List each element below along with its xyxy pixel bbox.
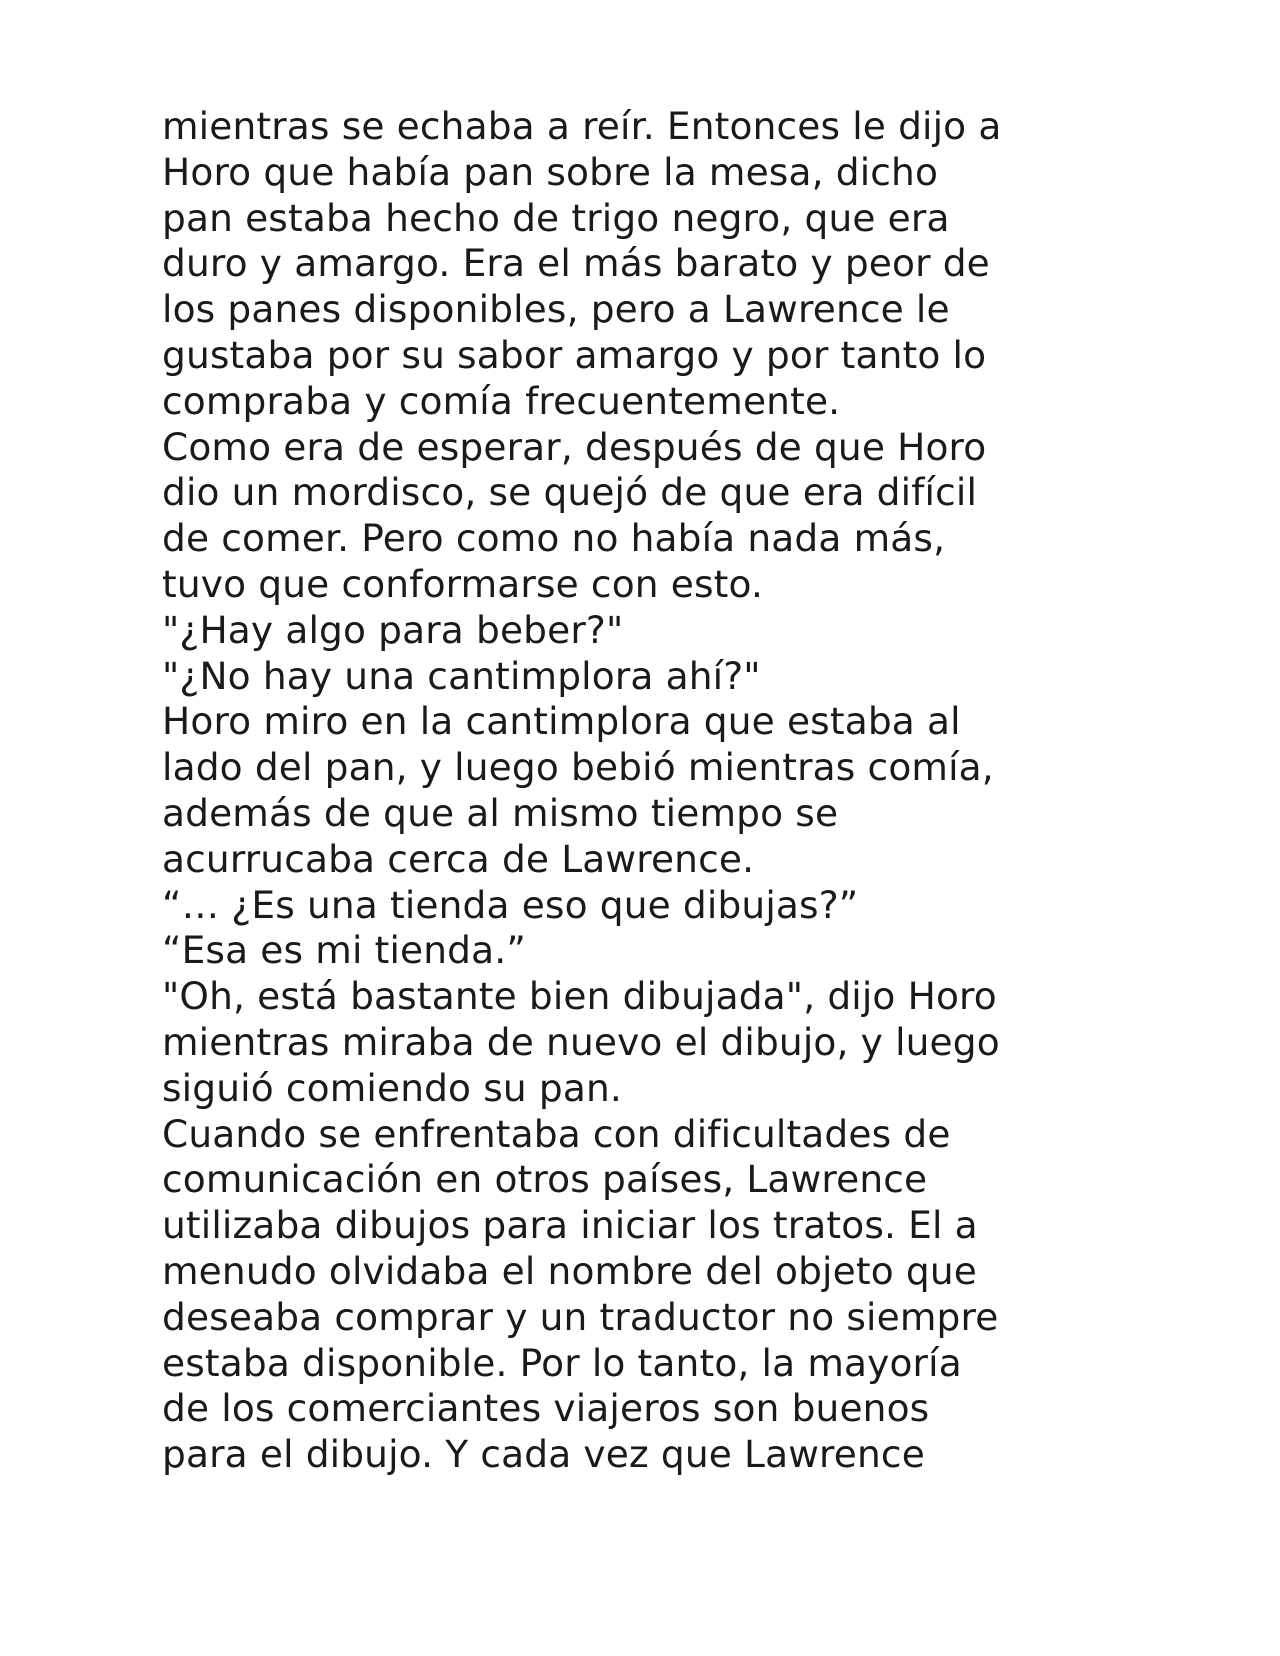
text-line: Cuando se enfrentaba con dificultades de <box>162 1111 951 1156</box>
text-line: “… ¿Es una tienda eso que dibujas?” <box>162 882 859 927</box>
text-line: tuvo que conformarse con esto. <box>162 561 764 606</box>
text-line: comunicación en otros países, Lawrence <box>162 1157 928 1202</box>
text-line: los panes disponibles, pero a Lawrence le <box>162 287 950 332</box>
text-line: "¿Hay algo para beber?" <box>162 607 624 652</box>
text-line: mientras se echaba a reír. Entonces le dijo a <box>162 104 1002 148</box>
text-line: menudo olvidaba el nombre del objeto que <box>162 1248 977 1293</box>
text-line: lado del pan, y luego bebió mientras comía, <box>162 745 994 790</box>
text-line: utilizaba dibujos para iniciar los tratos. El a <box>162 1203 978 1248</box>
text-line: "Oh, está bastante bien dibujada", dijo Horo <box>162 974 997 1019</box>
text-line: de los comerciantes viajeros son buenos <box>162 1386 930 1431</box>
document-page <box>162 104 1022 1478</box>
text-line: duro y amargo. Era el más barato y peor de <box>162 241 990 286</box>
text-line: siguió comiendo su pan. <box>162 1065 622 1110</box>
text-line: Horo miro en la cantimplora que estaba al <box>162 699 961 744</box>
text-line: acurrucaba cerca de Lawrence. <box>162 836 755 881</box>
text-line: compraba y comía frecuentemente. <box>162 378 841 423</box>
text-line: para el dibujo. Y cada vez que Lawrence <box>162 1432 925 1477</box>
text-line: deseaba comprar y un traductor no siempre <box>162 1294 999 1339</box>
text-line: estaba disponible. Por lo tanto, la mayoría <box>162 1340 962 1385</box>
text-line: dio un mordisco, se quejó de que era difícil <box>162 470 978 515</box>
text-line: "¿No hay una cantimplora ahí?" <box>162 653 761 698</box>
text-line: además de que al mismo tiempo se <box>162 790 839 835</box>
text-line: Como era de esperar, después de que Horo <box>162 424 987 469</box>
text-line: de comer. Pero como no había nada más, <box>162 516 946 561</box>
text-line: “Esa es mi tienda.” <box>162 928 526 973</box>
text-line: gustaba por su sabor amargo y por tanto lo <box>162 332 987 377</box>
text-line: mientras miraba de nuevo el dibujo, y luego <box>162 1019 1000 1064</box>
text-line: pan estaba hecho de trigo negro, que era <box>162 195 950 240</box>
text-line: Horo que había pan sobre la mesa, dicho <box>162 149 939 194</box>
